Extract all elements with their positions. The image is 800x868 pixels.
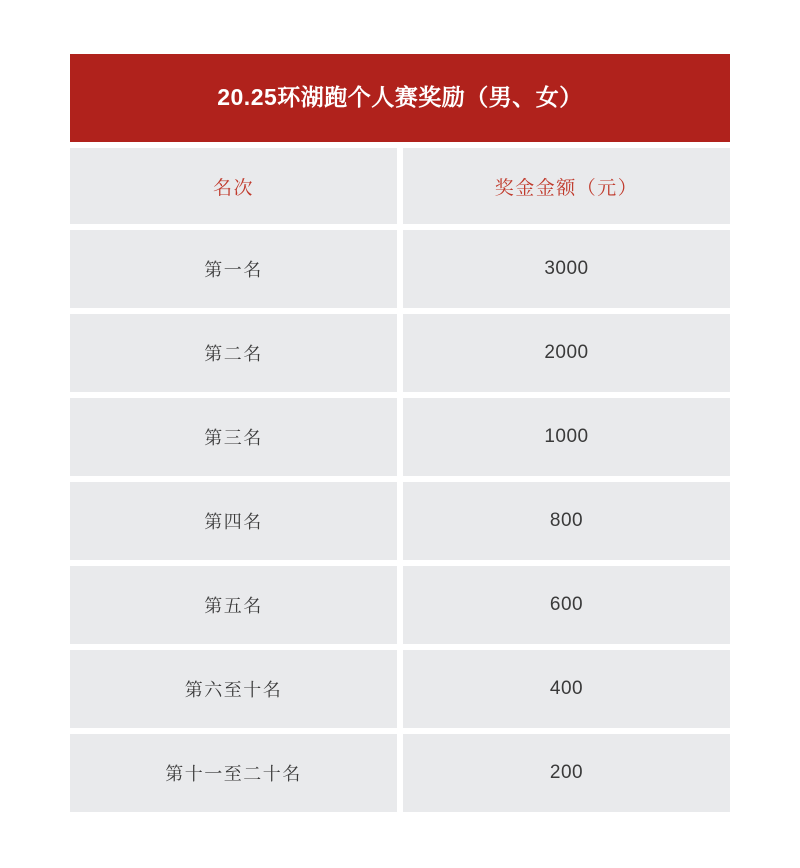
column-header-amount: 奖金金额（元） <box>403 148 730 224</box>
rank-value: 第二名 <box>204 344 263 364</box>
table-row <box>70 650 730 728</box>
amount-value: 800 <box>549 510 584 531</box>
cell-amount <box>403 482 730 560</box>
rank-value: 第五名 <box>204 596 263 616</box>
table-row <box>70 482 730 560</box>
amount-value: 2000 <box>544 342 589 363</box>
rank-value: 第一名 <box>204 260 263 280</box>
amount-value: 200 <box>549 762 584 783</box>
table-row <box>70 566 730 644</box>
rank-value: 第四名 <box>204 512 263 532</box>
cell-rank <box>70 566 397 644</box>
table-header-row <box>70 148 730 224</box>
table-row <box>70 398 730 476</box>
rank-value: 第六至十名 <box>184 680 283 700</box>
page-title: 20.25环湖跑个人赛奖励（男、女） <box>217 84 583 111</box>
amount-value: 400 <box>549 678 584 699</box>
table-title-bar <box>70 54 730 142</box>
table-grid <box>70 148 730 812</box>
cell-rank <box>70 482 397 560</box>
cell-amount <box>403 230 730 308</box>
column-header-rank: 名次 <box>70 148 397 224</box>
prize-table <box>70 54 730 818</box>
cell-rank <box>70 398 397 476</box>
amount-value: 1000 <box>544 426 589 447</box>
rank-value: 第三名 <box>204 428 263 448</box>
amount-value: 600 <box>549 594 584 615</box>
cell-amount <box>403 566 730 644</box>
table-row <box>70 314 730 392</box>
cell-amount <box>403 650 730 728</box>
table-row <box>70 734 730 812</box>
rank-value: 第十一至二十名 <box>165 764 302 784</box>
amount-value: 3000 <box>544 258 589 279</box>
cell-rank <box>70 734 397 812</box>
cell-rank <box>70 650 397 728</box>
cell-rank <box>70 314 397 392</box>
cell-amount <box>403 734 730 812</box>
cell-amount <box>403 398 730 476</box>
table-row <box>70 230 730 308</box>
cell-rank <box>70 230 397 308</box>
cell-amount <box>403 314 730 392</box>
